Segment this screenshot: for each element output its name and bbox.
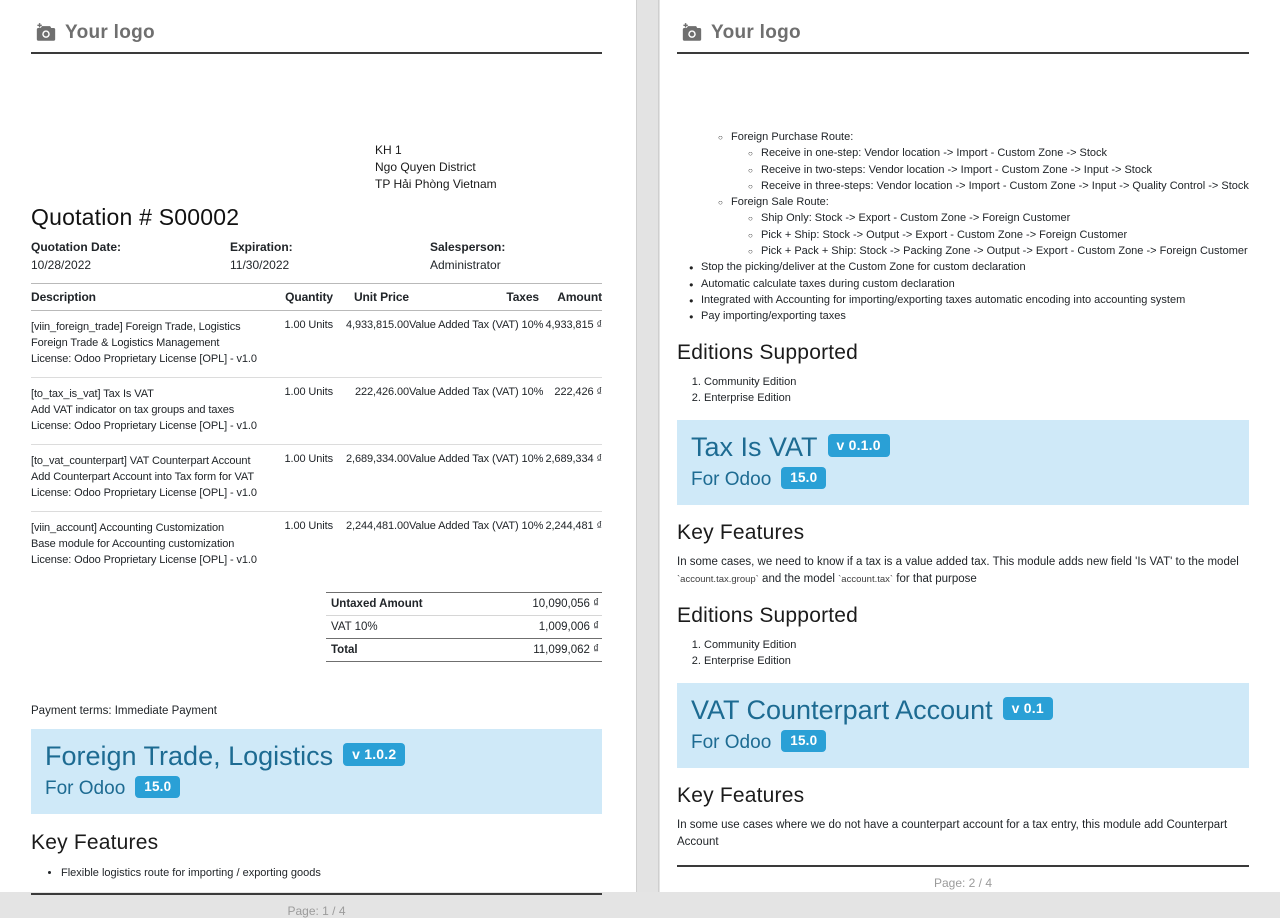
module-banner-tax-is-vat: [677, 420, 1249, 505]
col-quantity: Quantity: [285, 290, 333, 304]
route-group: ○ Foreign Purchase Route:: [677, 129, 1249, 145]
edition-item: 1. Community Edition: [704, 374, 1249, 390]
col-description: Description: [31, 290, 96, 304]
edition-item: 1. Community Edition: [704, 637, 1249, 653]
table-row: [viin_account] Accounting Customization Base module for Accounting customization License: Odoo Proprietary License [OPL] - v1.0 1.00 Units 2,244,481.00 Value Added Tax (VAT) 10% 2,244,481 ₫: [31, 511, 602, 578]
key-features-heading: Key Features: [677, 520, 805, 544]
customer-address: [375, 142, 602, 193]
total-row: Total 11,099,062 ₫: [326, 638, 602, 662]
quotation-title: Quotation # S00002: [31, 204, 240, 230]
code-account-tax: `account.tax`: [838, 573, 894, 585]
col-amount: Amount: [557, 290, 602, 304]
quotation-info-row: [31, 240, 602, 283]
logo-text: Your logo: [711, 22, 801, 43]
module-banner-foreign-trade: [31, 729, 602, 814]
customer-district: Ngo Quyen District: [375, 160, 476, 174]
route-item: ○ Receive in three-steps: Vendor location -> Import - Custom Zone -> Input -> Quality Control -> Stock: [677, 178, 1249, 194]
version-badge: v 1.0.2: [343, 743, 405, 766]
module-banner-vat-counterpart: [677, 683, 1249, 768]
feature-item: • Flexible logistics route for importing / exporting goods: [61, 865, 602, 881]
route-item: ○ Receive in one-step: Vendor location -> Import - Custom Zone -> Stock: [677, 145, 1249, 161]
col-taxes: Taxes: [506, 290, 539, 304]
page-gutter: [636, 0, 659, 892]
route-item: ○ Pick + Pack + Ship: Stock -> Packing Zone -> Output -> Export - Custom Zone -> Foreign Customer: [677, 243, 1249, 259]
order-lines-table: [31, 283, 602, 578]
for-odoo-label: For Odoo: [691, 731, 772, 753]
quotation-page-1: [0, 0, 636, 918]
feature-bullet: ● Pay importing/exporting taxes: [677, 308, 1249, 324]
salesperson: Salesperson: Administrator: [430, 240, 506, 272]
vat-row: VAT 10% 1,009,006 ₫: [326, 615, 602, 638]
for-odoo-label: For Odoo: [45, 778, 126, 800]
odoo-version-badge: 15.0: [781, 467, 826, 489]
key-features-text: In some use cases where we do not have a counterpart account for a tax entry, this module add Counterpart Account: [677, 818, 1228, 848]
odoo-version-badge: 15.0: [135, 776, 180, 798]
camera-icon: [681, 22, 703, 44]
route-group: ○ Foreign Sale Route:: [677, 194, 1249, 210]
odoo-version-badge: 15.0: [781, 730, 826, 752]
page-number: Page: 2 / 4: [933, 875, 993, 890]
table-header-row: [31, 284, 602, 311]
table-row: [to_vat_counterpart] VAT Counterpart Account Add Counterpart Account into Tax form for VAT License: Odoo Proprietary License [OPL] - v1.0 1.00 Units 2,689,334.00 Value Added Tax (VAT) 10% 2,689,334 ₫: [31, 444, 602, 511]
payment-terms: Payment terms: Immediate Payment: [31, 705, 217, 717]
untaxed-amount-row: Untaxed Amount 10,090,056 ₫: [331, 598, 599, 610]
routes-list: [677, 129, 1249, 325]
version-badge: v 0.1.0: [828, 434, 890, 457]
edition-item: 2. Enterprise Edition: [704, 390, 1249, 406]
editions-supported-heading: Editions Supported: [677, 340, 859, 364]
table-row: [viin_foreign_trade] Foreign Trade, Logistics Foreign Trade & Logistics Management License: Odoo Proprietary License [OPL] - v1.0 1.00 Units 4,933,815.00 Value Added Tax (VAT) 10% 4,933,815 ₫: [31, 319, 602, 365]
route-item: ○ Ship Only: Stock -> Export - Custom Zone -> Foreign Customer: [677, 210, 1249, 226]
customer-city: TP Hải Phòng Vietnam: [375, 177, 497, 191]
key-features-text: In some cases, we need to know if a tax is a value added tax. This module adds new field 'Is VAT' to the model `account.tax.group` and the model `account.tax` for that purpose: [677, 555, 1239, 585]
for-odoo-label: For Odoo: [691, 468, 772, 490]
key-features-list: [31, 865, 602, 881]
module-title: Foreign Trade, Logistics: [45, 741, 334, 771]
code-account-tax-group: `account.tax.group`: [677, 573, 759, 585]
edition-item: 2. Enterprise Edition: [704, 653, 1249, 669]
editions-supported-heading: Editions Supported: [677, 603, 859, 627]
route-item: ○ Receive in two-steps: Vendor location -> Import - Custom Zone -> Input -> Stock: [677, 162, 1249, 178]
camera-icon: [35, 22, 57, 44]
key-features-heading: Key Features: [677, 783, 805, 807]
route-item: ○ Pick + Ship: Stock -> Output -> Export - Custom Zone -> Foreign Customer: [677, 227, 1249, 243]
page1-header: [31, 16, 602, 54]
page2-header: [677, 16, 1249, 54]
key-features-heading: Key Features: [31, 831, 159, 855]
expiration-date: Expiration: 11/30/2022: [230, 240, 293, 272]
totals-table: [326, 592, 602, 662]
feature-bullet: ● Automatic calculate taxes during custom declaration: [677, 276, 1249, 292]
quotation-date: Quotation Date: 10/28/2022: [31, 240, 121, 272]
table-row: [to_tax_is_vat] Tax Is VAT Add VAT indicator on tax groups and taxes License: Odoo Proprietary License [OPL] - v1.0 1.00 Units 222,426.00 Value Added Tax (VAT) 10% 222,426 ₫: [31, 377, 602, 444]
editions-list: [677, 637, 1249, 669]
customer-name: KH 1: [375, 143, 402, 157]
editions-list: [677, 374, 1249, 406]
feature-bullet: ● Stop the picking/deliver at the Custom Zone for custom declaration: [677, 259, 1249, 275]
module-title: Tax Is VAT: [691, 431, 818, 462]
module-title: VAT Counterpart Account: [691, 694, 993, 725]
feature-bullet: ● Integrated with Accounting for importing/exporting taxes automatic encoding into accounting system: [677, 292, 1249, 308]
logo-text: Your logo: [65, 22, 155, 43]
quotation-page-2: [660, 0, 1280, 892]
page-number: Page: 1 / 4: [287, 904, 346, 918]
col-unit-price: Unit Price: [353, 290, 409, 304]
version-badge: v 0.1: [1003, 697, 1053, 720]
